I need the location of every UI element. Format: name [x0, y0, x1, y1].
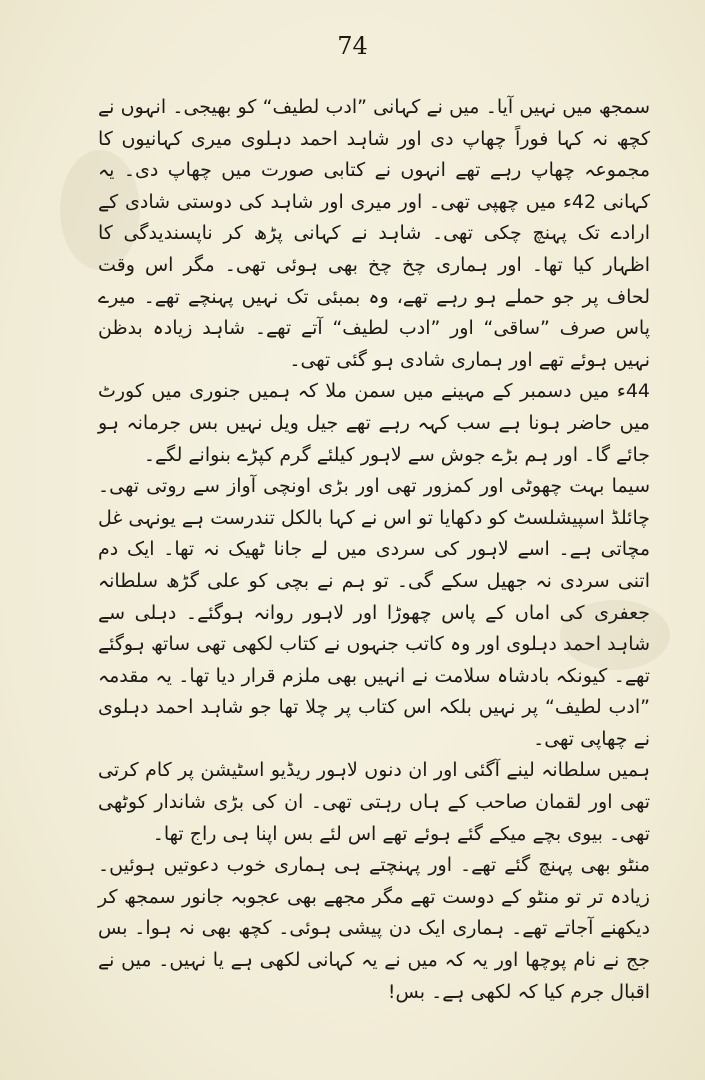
- paragraph-1: سمجھ میں نہیں آیا۔ میں نے کہانی ”ادب لطیف“ کو بھیجی۔ انہوں نے کچھ نہ کہا فوراً چھاپ دی اور شاہد احمد دہلوی میری کہانیوں کا مجموعہ چھاپ رہے تھے انہوں نے کتابی صورت میں چھاپ دی۔ یہ کہانی 42ء میں چھپی تھی۔ اور میری اور شاہد کی دوستی شادی کے ارادے تک پہنچ چکی تھی۔ شاہد نے کہانی پڑھ کر ناپسندیدگی کا اظہار کیا تھا۔ اور ہماری چخ چخ بھی ہوئی تھی۔ مگر اس وقت لحاف پر جو حملے ہو رہے تھے، وہ بمبئی تک نہیں پہنچے تھے۔ میرے پاس صرف ”ساقی“ اور ”ادب لطیف“ آتے تھے۔ شاہد زیادہ بدظن نہیں ہوئے تھے اور ہماری شادی ہو گئی تھی۔: [98, 96, 650, 371]
- paragraph-2: 44ء میں دسمبر کے مہینے میں سمن ملا کہ ہمیں جنوری میں کورٹ میں حاضر ہونا ہے سب کہہ رہے تھے جیل ویل نہیں بس جرمانہ ہو جائے گا۔ اور ہم بڑے جوش سے لاہور کیلئے گرم کپڑے بنوانے لگے۔: [98, 380, 650, 466]
- paragraph-3: سیما بہت چھوٹی اور کمزور تھی اور بڑی اونچی آواز سے روتی تھی۔ چائلڈ اسپیشلسٹ کو دکھایا تو اس نے کہا بالکل تندرست ہے یونہی غل مچاتی ہے۔ اسے لاہور کی سردی میں لے جانا ٹھیک نہ تھا۔ ایک دم اتنی سردی نہ جھیل سکے گی۔ تو ہم نے بچی کو علی گڑھ سلطانہ جعفری کی اماں کے پاس چھوڑا اور لاہور روانہ ہوگئے۔ دہلی سے شاہد احمد دہلوی اور وہ کاتب جنہوں نے کتاب لکھی تھی ساتھ ہوگئے تھے۔ کیونکہ بادشاہ سلامت نے انہیں بھی ملزم قرار دیا تھا۔ یہ مقدمہ ”ادب لطیف“ پر نہیں بلکہ اس کتاب پر چلا تھا جو شاہد احمد دہلوی نے چھاپی تھی۔: [98, 475, 650, 750]
- paragraph-5: منٹو بھی پہنچ گئے تھے۔ اور پہنچتے ہی ہماری خوب دعوتیں ہوئیں۔ زیادہ تر تو منٹو کے دوست تھے مگر مجھے بھی عجوبہ جانور سمجھ کر دیکھنے آجاتے تھے۔ ہماری ایک دن پیشی ہوئی۔ کچھ بھی نہ ہوا۔ بس جج نے نام پوچھا اور یہ کہ میں نے یہ کہانی لکھی ہے یا نہیں۔ میں نے اقبال جرم کیا کہ لکھی ہے۔ بس!: [98, 854, 650, 1003]
- page-number: 74: [337, 32, 368, 60]
- paragraph-4: ہمیں سلطانہ لینے آگئی اور ان دنوں لاہور ریڈیو اسٹیشن پر کام کرتی تھی اور لقمان صاحب کے ہاں رہتی تھی۔ ان کی بڑی شاندار کوٹھی تھی۔ بیوی بچے میکے گئے ہوئے تھے اس لئے بس اپنا ہی راج تھا۔: [98, 759, 650, 845]
- body-text: [98, 92, 650, 1008]
